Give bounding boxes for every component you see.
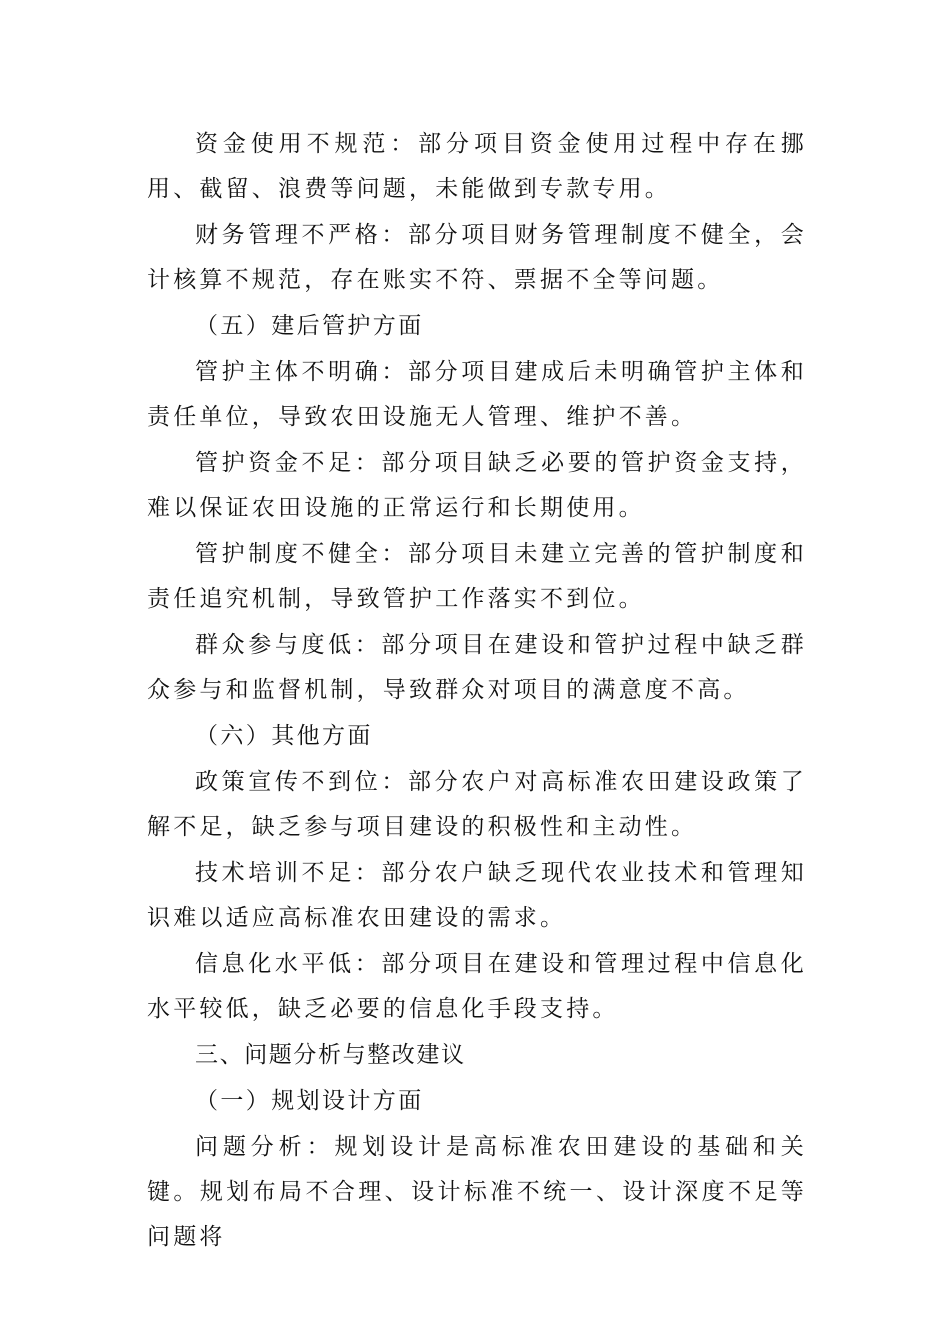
- paragraph-problem-analysis: 问题分析：规划设计是高标准农田建设的基础和关键。规划布局不合理、设计标准不统一、设计深度不足等问题将: [147, 1134, 807, 1250]
- paragraph-management-system: 管护制度不健全：部分项目未建立完善的管护制度和责任追究机制，导致管护工作落实不到位。: [147, 541, 807, 612]
- paragraph-public-participation: 群众参与度低：部分项目在建设和管护过程中缺乏群众参与和监督机制，导致群众对项目的满意度不高。: [147, 632, 807, 703]
- paragraph-policy-publicity: 政策宣传不到位：部分农户对高标准农田建设政策了解不足，缺乏参与项目建设的积极性和主动性。: [147, 769, 807, 840]
- paragraph-technical-training: 技术培训不足：部分农户缺乏现代农业技术和管理知识难以适应高标准农田建设的需求。: [147, 860, 807, 931]
- paragraph-financial-management: 财务管理不严格：部分项目财务管理制度不健全，会计核算不规范，存在账实不符、票据不全等问题。: [147, 222, 807, 293]
- subheading-post-construction: （五）建后管护方面: [195, 313, 424, 339]
- paragraph-management-funds: 管护资金不足：部分项目缺乏必要的管护资金支持，难以保证农田设施的正常运行和长期使用。: [147, 450, 807, 521]
- paragraph-informatization: 信息化水平低：部分项目在建设和管理过程中信息化水平较低，缺乏必要的信息化手段支持。: [147, 951, 807, 1022]
- subheading-other-aspects: （六）其他方面: [195, 723, 373, 749]
- paragraph-management-entity: 管护主体不明确：部分项目建成后未明确管护主体和责任单位，导致农田设施无人管理、维护不善。: [147, 359, 807, 430]
- paragraph-fund-usage: 资金使用不规范：部分项目资金使用过程中存在挪用、截留、浪费等问题，未能做到专款专用。: [147, 131, 807, 202]
- subheading-planning-design: （一）规划设计方面: [195, 1088, 424, 1114]
- document-page: [147, 122, 807, 1261]
- section-heading-analysis: 三、问题分析与整改建议: [195, 1042, 466, 1068]
